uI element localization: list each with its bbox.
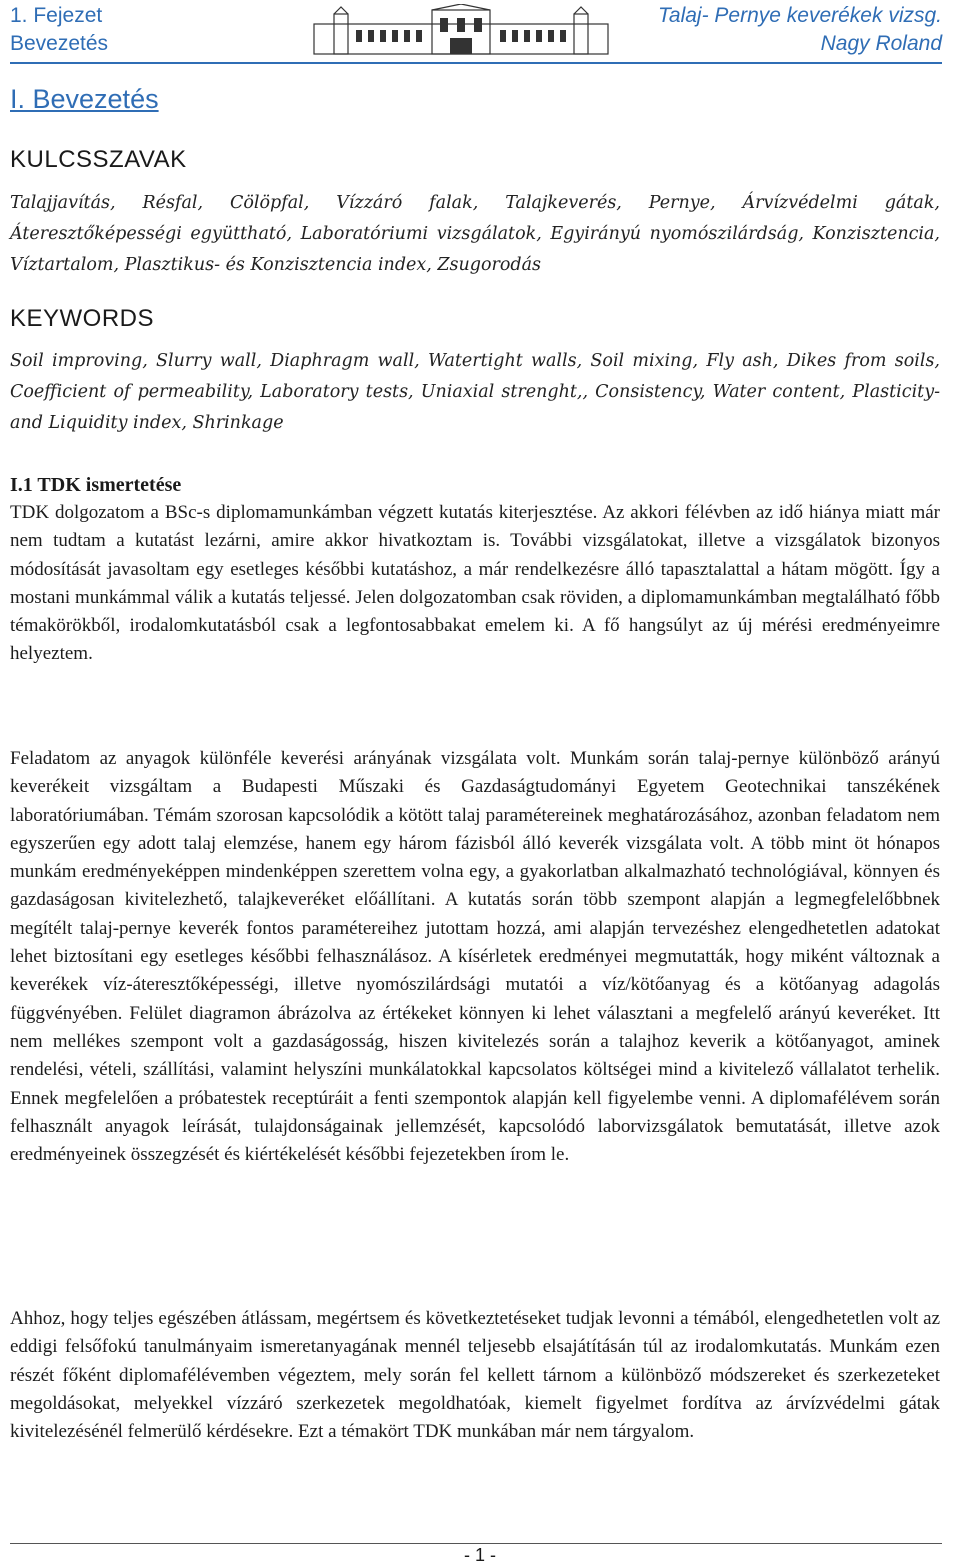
page-number: - 1 - bbox=[463, 1545, 496, 1565]
kulcsszavak-text: Talajjavítás, Résfal, Cölöpfal, Vízzáró falak, Talajkeverés, Pernye, Árvízvédelmi gátak, Áteresztőképességi együttható, Laboratóriumi vizsgálatok, Egyirányú nyomószilárdság, Konzisztencia, Víztartalom, Plasztikus- és Konzisztencia index, Zsugorodás bbox=[10, 193, 940, 275]
header-divider bbox=[10, 62, 942, 64]
footer-divider bbox=[10, 1543, 942, 1544]
header-chapter: 1. Fejezet bbox=[10, 4, 103, 27]
header-section: Bevezetés bbox=[10, 32, 109, 55]
header-author: Nagy Roland bbox=[820, 32, 942, 55]
header-left bbox=[10, 2, 108, 58]
keywords-heading: KEYWORDS bbox=[10, 305, 155, 332]
chapter-title: I. Bevezetés bbox=[10, 84, 159, 114]
header-doc-title: Talaj- Pernye keverékek vizsg. bbox=[657, 4, 942, 27]
paragraph-1: TDK dolgozatom a BSc-s diplomamunkámban végzett kutatás kiterjesztése. Az akkori félévben az idő hiánya miatt már nem tudtam a kutatást lezárni, amire akkor hivatkoztam is. További vizsgálatokat, illetve a vizsgálatok bizonyos módosítását javasoltam egy esetleges későbbi kutatáshoz, a már rendelkezésre álló tapasztalattal a hátam mögött. Így a mostani munkámmal válik a kutatás teljessé. Jelen dolgozatomban csak röviden, a diplomamunkámban megtalálható főbb témakörökből, irodalomkutatásból csak a legfontosabbakat emelem ki. A fő hangsúlyt az új mérési eredményeimre helyeztem. bbox=[10, 502, 940, 665]
kulcsszavak-heading: KULCSSZAVAK bbox=[10, 146, 187, 173]
paragraph-3: Ahhoz, hogy teljes egészében átlássam, megértsem és következtetéseket tudjak levonni a témából, elengedhetetlen volt az eddigi felsőfokú tanulmányaim ismeretanyagának mennél teljesebb elsajátításán túl az irodalomkutatás. Munkám ezen részét főként diplomafélévemben végeztem, mely során fel kellett tárnom a különböző módszereket és szerkezeteket megoldásokat, melyekkel vízzáró szerkezetek megoldhatóak, kiemelt figyelmet fordítva az árvízvédelmi gátak kivitelezésénél felmerülő kérdésekre. Ezt a témakört TDK munkában már nem tárgyalom. bbox=[10, 1308, 940, 1443]
university-logo bbox=[312, 4, 610, 56]
section-heading: I.1 TDK ismertetése bbox=[10, 474, 182, 496]
keywords-text: Soil improving, Slurry wall, Diaphragm wall, Watertight walls, Soil mixing, Fly ash, Dikes from soils, Coefficient of permeability, Laboratory tests, Uniaxial strenght,, Consistency, Water content, Plasticity- and Liquidity index, Shrinkage bbox=[10, 351, 940, 433]
paragraph-2: Feladatom az anyagok különféle keverési arányának vizsgálata volt. Munkám során talaj-pernye különböző arányú keverékeit vizsgáltam a Budapesti Műszaki és Gazdaságtudományi Egyetem Geotechnikai tanszékének laboratóriumában. Témám szorosan kapcsolódik a kötött talaj paramétereinek meghatározásához, azonban feladatom nem egyszerűen egy adott talaj elemzése, hanem egy három fázisból álló keverék vizsgálata volt. A több mint öt hónapos munkám eredményeképpen mindenképpen szerettem volna egy, a gyakorlatban alkalmazható technológiával, könnyen és gazdaságosan kivitelezhető, talajkeveréket előállítani. A kutatás során több szempont alapján a legmegfelelőbbnek megítélt talaj-pernye keverék fontos paramétereihez jutottam hozzá, ami alapján tervezéshez elengedhetetlen adatokat lehet biztosítani egy esetleges későbbi felhasználásoz. A kísérletek eredményei megmutatták, hogy miként változnak a keverékek víz-áteresztőképességi, illetve nyomószilárdsági mutatói a víz/kötőanyag és a kötőanyag adagolás függvényében. Felület diagramon ábrázolva az értékeket könnyen ki lehet választani a megfelelő arányú keveréket. Itt nem mellékes szempont volt a gazdaságosság, hiszen kivitelezés során a talajhoz keverik a kötőanyagot, aminek rendelési, vételi, szállítási, valamint helyszíni munkálatokkal kapcsolatos költségei mind a kivitelező vállalatot terhelik. Ennek megfelelően a próbatestek receptúráit a fenti szempontok alapján kell figyelembe venni. A diplomafélévem során felhasznált anyagok leírását, tulajdonságainak jellemzését, kapcsolódó laborvizsgálatok bemutatását, illetve azok eredményeinek összegzését és kiértékelését későbbi fejezetekben írom le. bbox=[10, 748, 940, 1166]
header-right bbox=[658, 2, 942, 58]
